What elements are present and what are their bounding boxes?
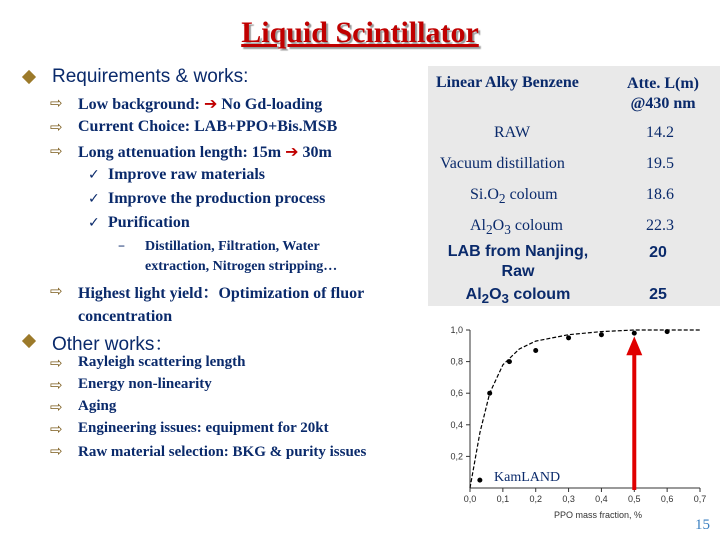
table-row-value: 18.6	[646, 186, 674, 203]
table-row-name: RAW	[494, 124, 531, 141]
other-item: Raw material selection: BKG & purity issues	[78, 444, 367, 460]
data-point	[665, 329, 670, 334]
right-arrow-icon: ➔	[203, 94, 218, 113]
req-item-background	[78, 94, 322, 114]
x-tick-label: 0,6	[660, 494, 674, 504]
data-point	[599, 332, 604, 337]
ppo-fraction-chart	[418, 318, 718, 538]
arrow-bullet-icon: ⇨	[50, 376, 63, 394]
req-item-attenuation	[78, 142, 332, 162]
data-point	[632, 331, 637, 336]
y-tick-label: 0,6	[450, 388, 463, 399]
other-item: Aging	[78, 398, 117, 414]
check-icon: ✓	[88, 215, 100, 231]
req-item-attenuation-pre: Long attenuation length: 15m	[78, 144, 286, 161]
table-header-atte: Atte. L(m) @430 nm	[627, 75, 699, 112]
data-point	[477, 478, 482, 483]
x-tick-label: 0,4	[595, 494, 608, 504]
y-tick-label: 0,8	[450, 356, 463, 367]
x-axis-label: PPO mass fraction, %	[553, 510, 643, 520]
x-tick-label: 0,5	[628, 494, 641, 504]
y-tick-label: 1,0	[450, 325, 463, 335]
req-item-light-yield: Highest light yield：Optimization of fluor concentration	[78, 285, 364, 325]
table-row-value: 22.3	[646, 217, 674, 234]
table-row-name: Vacuum distillation	[440, 155, 565, 172]
check-icon: ✓	[88, 167, 100, 183]
data-point	[566, 335, 571, 340]
diamond-bullet-icon	[22, 334, 36, 348]
y-tick-label: 0,4	[450, 419, 463, 430]
requirements-heading: Requirements & works:	[52, 66, 249, 87]
check-icon: ✓	[88, 191, 100, 207]
arrow-bullet-icon: ⇨	[50, 442, 63, 460]
marker-arrow-head	[626, 336, 642, 355]
check-item-process: Improve the production process	[108, 190, 326, 207]
arrow-bullet-icon: ⇨	[50, 142, 63, 160]
table-row-name: $Si.O_2$ coloum	[470, 186, 558, 207]
slide-title: Liquid Scintillator	[241, 16, 479, 49]
data-point	[507, 359, 512, 364]
req-item-background-post: No Gd-loading	[217, 96, 323, 113]
nanjing-al2o3-label: $Al_2O_3$ coloum	[465, 286, 571, 307]
nanjing-raw-value: 20	[649, 244, 667, 261]
arrow-bullet-icon: ⇨	[50, 118, 63, 136]
diamond-bullet-icon	[22, 70, 36, 84]
arrow-bullet-icon: ⇨	[50, 420, 63, 438]
attenuation-table	[428, 66, 720, 306]
arrow-bullet-icon: ⇨	[50, 398, 63, 416]
x-tick-label: 0,1	[496, 494, 510, 504]
req-item-choice: Current Choice: LAB+PPO+Bis.MSB	[78, 118, 338, 135]
nanjing-al2o3-value: 25	[649, 286, 667, 303]
table-header-lab: Linear Alky Benzene	[436, 74, 579, 91]
arrow-bullet-icon: ⇨	[50, 282, 63, 300]
table-row-name: $Al_2O_3$ coloum	[470, 217, 563, 238]
other-item: Energy non-linearity	[78, 376, 212, 392]
check-item-raw: Improve raw materials	[108, 166, 265, 183]
x-tick-label: 0,2	[529, 494, 542, 504]
arrow-bullet-icon: ⇨	[50, 354, 63, 372]
other-works-heading: Other works：	[52, 334, 174, 355]
data-point	[533, 348, 538, 353]
other-item: Engineering issues: equipment for 20kt	[78, 420, 329, 436]
data-point	[487, 391, 492, 396]
kamland-annotation: KamLAND	[494, 470, 561, 485]
check-item-purification: Purification	[108, 214, 190, 231]
x-tick-label: 0,7	[693, 494, 707, 504]
y-tick-label: 0,2	[450, 451, 463, 462]
series-line	[470, 330, 700, 488]
nanjing-raw-label: LAB from Nanjing, Raw	[447, 243, 589, 280]
page-number: 15	[695, 517, 710, 533]
other-item: Rayleigh scattering length	[78, 354, 246, 370]
purification-detail: Distillation, Filtration, Water extraction, Nitrogen stripping…	[145, 239, 338, 274]
req-item-attenuation-post: 30m	[298, 144, 332, 161]
arrow-bullet-icon: ⇨	[50, 94, 63, 112]
dash-bullet: –	[118, 238, 125, 254]
x-tick-label: 0,3	[562, 494, 575, 504]
right-arrow-icon: ➔	[285, 142, 299, 161]
table-row-value: 14.2	[646, 124, 674, 141]
req-item-background-pre: Low background:	[78, 96, 204, 113]
x-tick-label: 0,0	[463, 494, 477, 504]
table-row-value: 19.5	[646, 155, 674, 172]
